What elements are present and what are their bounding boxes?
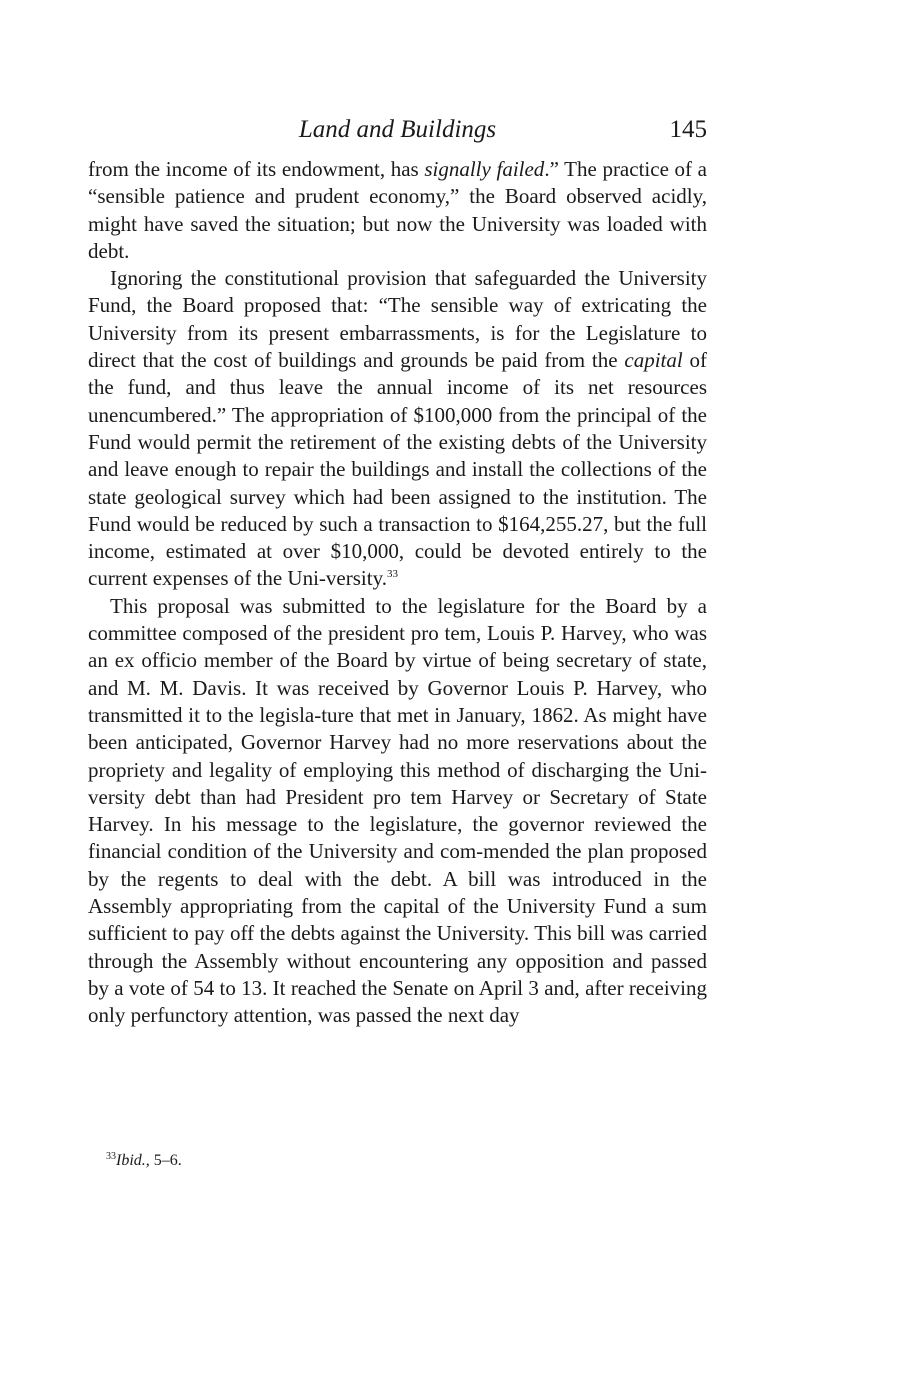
paragraph-2 — [88, 265, 707, 593]
footnote-reference[interactable]: 33 — [386, 568, 398, 581]
footnote — [106, 1150, 707, 1172]
footnote-citation: Ibid., — [116, 1152, 150, 1169]
paragraph-3 — [88, 593, 707, 1030]
running-title: Land and Buildings — [298, 116, 497, 143]
text-segment: from the income of its endowment, has — [88, 157, 425, 181]
emphasis-capital: capital — [624, 348, 683, 373]
text-segment: .” The practice of a “sensible patience and prudent economy,” the Board observed acidly, might have saved the situation; but now the University was loaded with debt. — [88, 157, 707, 263]
text-segment: This proposal was submitted to the legislature for the Board by a committee composed of the president pro tem, Louis P. Harvey, who was an ex officio member of the Board by virtue of being secretary of state, and M. M. Davis. It was received by Governor Louis P. Harvey, who transmitted it to the legisla-ture that met in January, 1862. As might have been anticipated, Governor Harvey had no more reservations about the propriety and legality of employing this method of discharging the Uni-versity debt than had President pro tem Harvey or Secretary of State Harvey. In his message to the legislature, the governor reviewed the financial condition of the University and com-mended the plan proposed by the regents to deal with the debt. A bill was introduced in the Assembly appropriating from the capital of the University Fund a sum sufficient to pay off the debts against the University. This bill was carried through the Assembly without encountering any opposition and passed by a vote of 54 to 13. It reached the Senate on April 3 and, after receiving only perfunctory attention, was passed the next day — [88, 593, 707, 1028]
paragraph-1 — [88, 156, 707, 265]
emphasis-signally-failed: signally failed — [424, 157, 545, 181]
page-number: 145 — [669, 116, 707, 143]
text-segment: of the fund, and thus leave the annual income of its net resources unencumbered.” The appropriation of $100,000 from the principal of the Fund would permit the retirement of the existing debts of the University and leave enough to repair the buildings and install the collections of the state geological survey which had been assigned to the institution. The Fund would be reduced by such a transaction to $164,255.27, but the full income, estimated at over $10,000, could be devoted entirely to the current expenses of the Uni-versity. — [88, 348, 707, 591]
footnote-pages: 5–6. — [149, 1152, 182, 1169]
body-text — [88, 156, 707, 1030]
running-head — [88, 112, 707, 148]
text-segment: Ignoring the constitutional provision that safeguarded the University Fund, the Board proposed that: “The sensible way of extricating the University from its present embarrassments, is for the Legislature to direct that the cost of buildings and grounds be paid from the — [88, 266, 707, 373]
footnote-number: 33 — [106, 1151, 116, 1162]
